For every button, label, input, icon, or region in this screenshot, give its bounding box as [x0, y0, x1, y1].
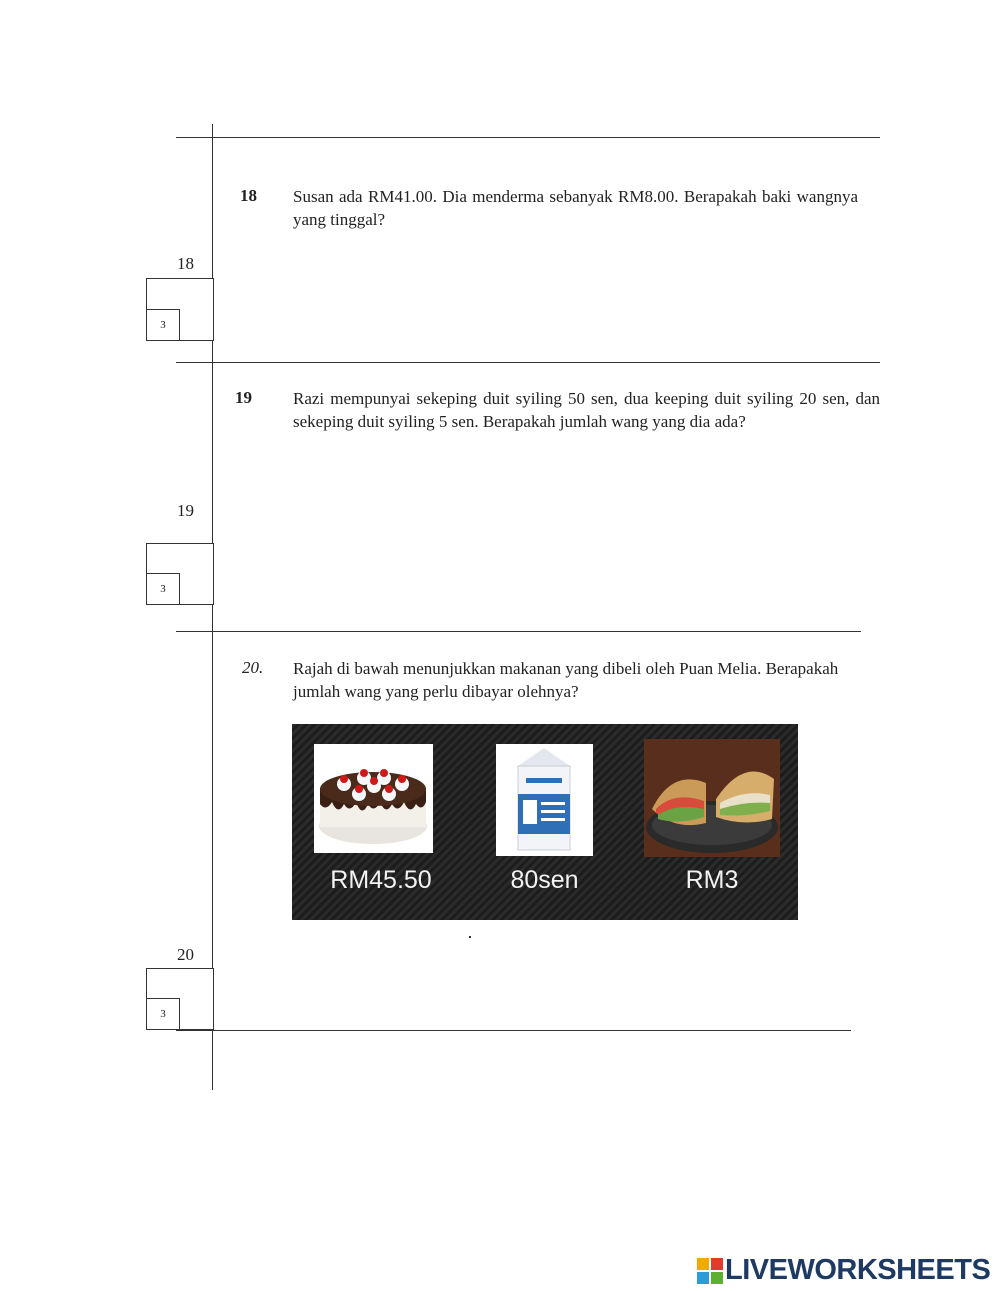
- question-number: 18: [240, 186, 257, 205]
- sandwich-image: [644, 739, 780, 857]
- cake-price-label: RM45.50: [330, 866, 432, 894]
- margin-vertical-line: [212, 124, 213, 1090]
- dot-mark: [469, 936, 471, 938]
- margin-question-label: 18: [177, 254, 194, 273]
- question-text: Razi mempunyai sekeping duit syiling 50 sen, dua keeping duit syiling 20 sen, dan sekeping duit syiling 5 sen. Berapakah jumlah wang yang dia ada?: [293, 389, 880, 431]
- mark-value: 3: [146, 573, 180, 605]
- margin-question-label: 19: [177, 501, 194, 520]
- milk-carton-image: [496, 744, 593, 856]
- question-number: 20.: [242, 658, 264, 677]
- food-image-panel: [292, 724, 798, 920]
- liveworksheets-logo: [697, 1254, 990, 1287]
- divider-q18-q19: [176, 362, 880, 363]
- milk-price-label: 80sen: [510, 866, 579, 894]
- divider-bottom: [176, 1030, 851, 1031]
- mark-value: 3: [146, 998, 180, 1030]
- divider-top: [176, 137, 880, 138]
- question-number: 19: [235, 388, 252, 407]
- question-text: Susan ada RM41.00. Dia menderma sebanyak RM8.00. Berapakah baki wangnya yang tinggal?: [293, 187, 858, 229]
- sandwich-price-label: RM3: [685, 866, 739, 894]
- question-text: Rajah di bawah menunjukkan makanan yang dibeli oleh Puan Melia. Berapakah jumlah wang yang perlu dibayar olehnya?: [293, 659, 839, 701]
- margin-question-label: 20: [177, 945, 194, 964]
- logo-text: LIVEWORKSHEETS: [725, 1254, 991, 1286]
- mark-value: 3: [146, 309, 180, 341]
- cake-image: [314, 744, 433, 853]
- logo-icon: [697, 1258, 723, 1284]
- divider-q19-q20: [176, 631, 861, 632]
